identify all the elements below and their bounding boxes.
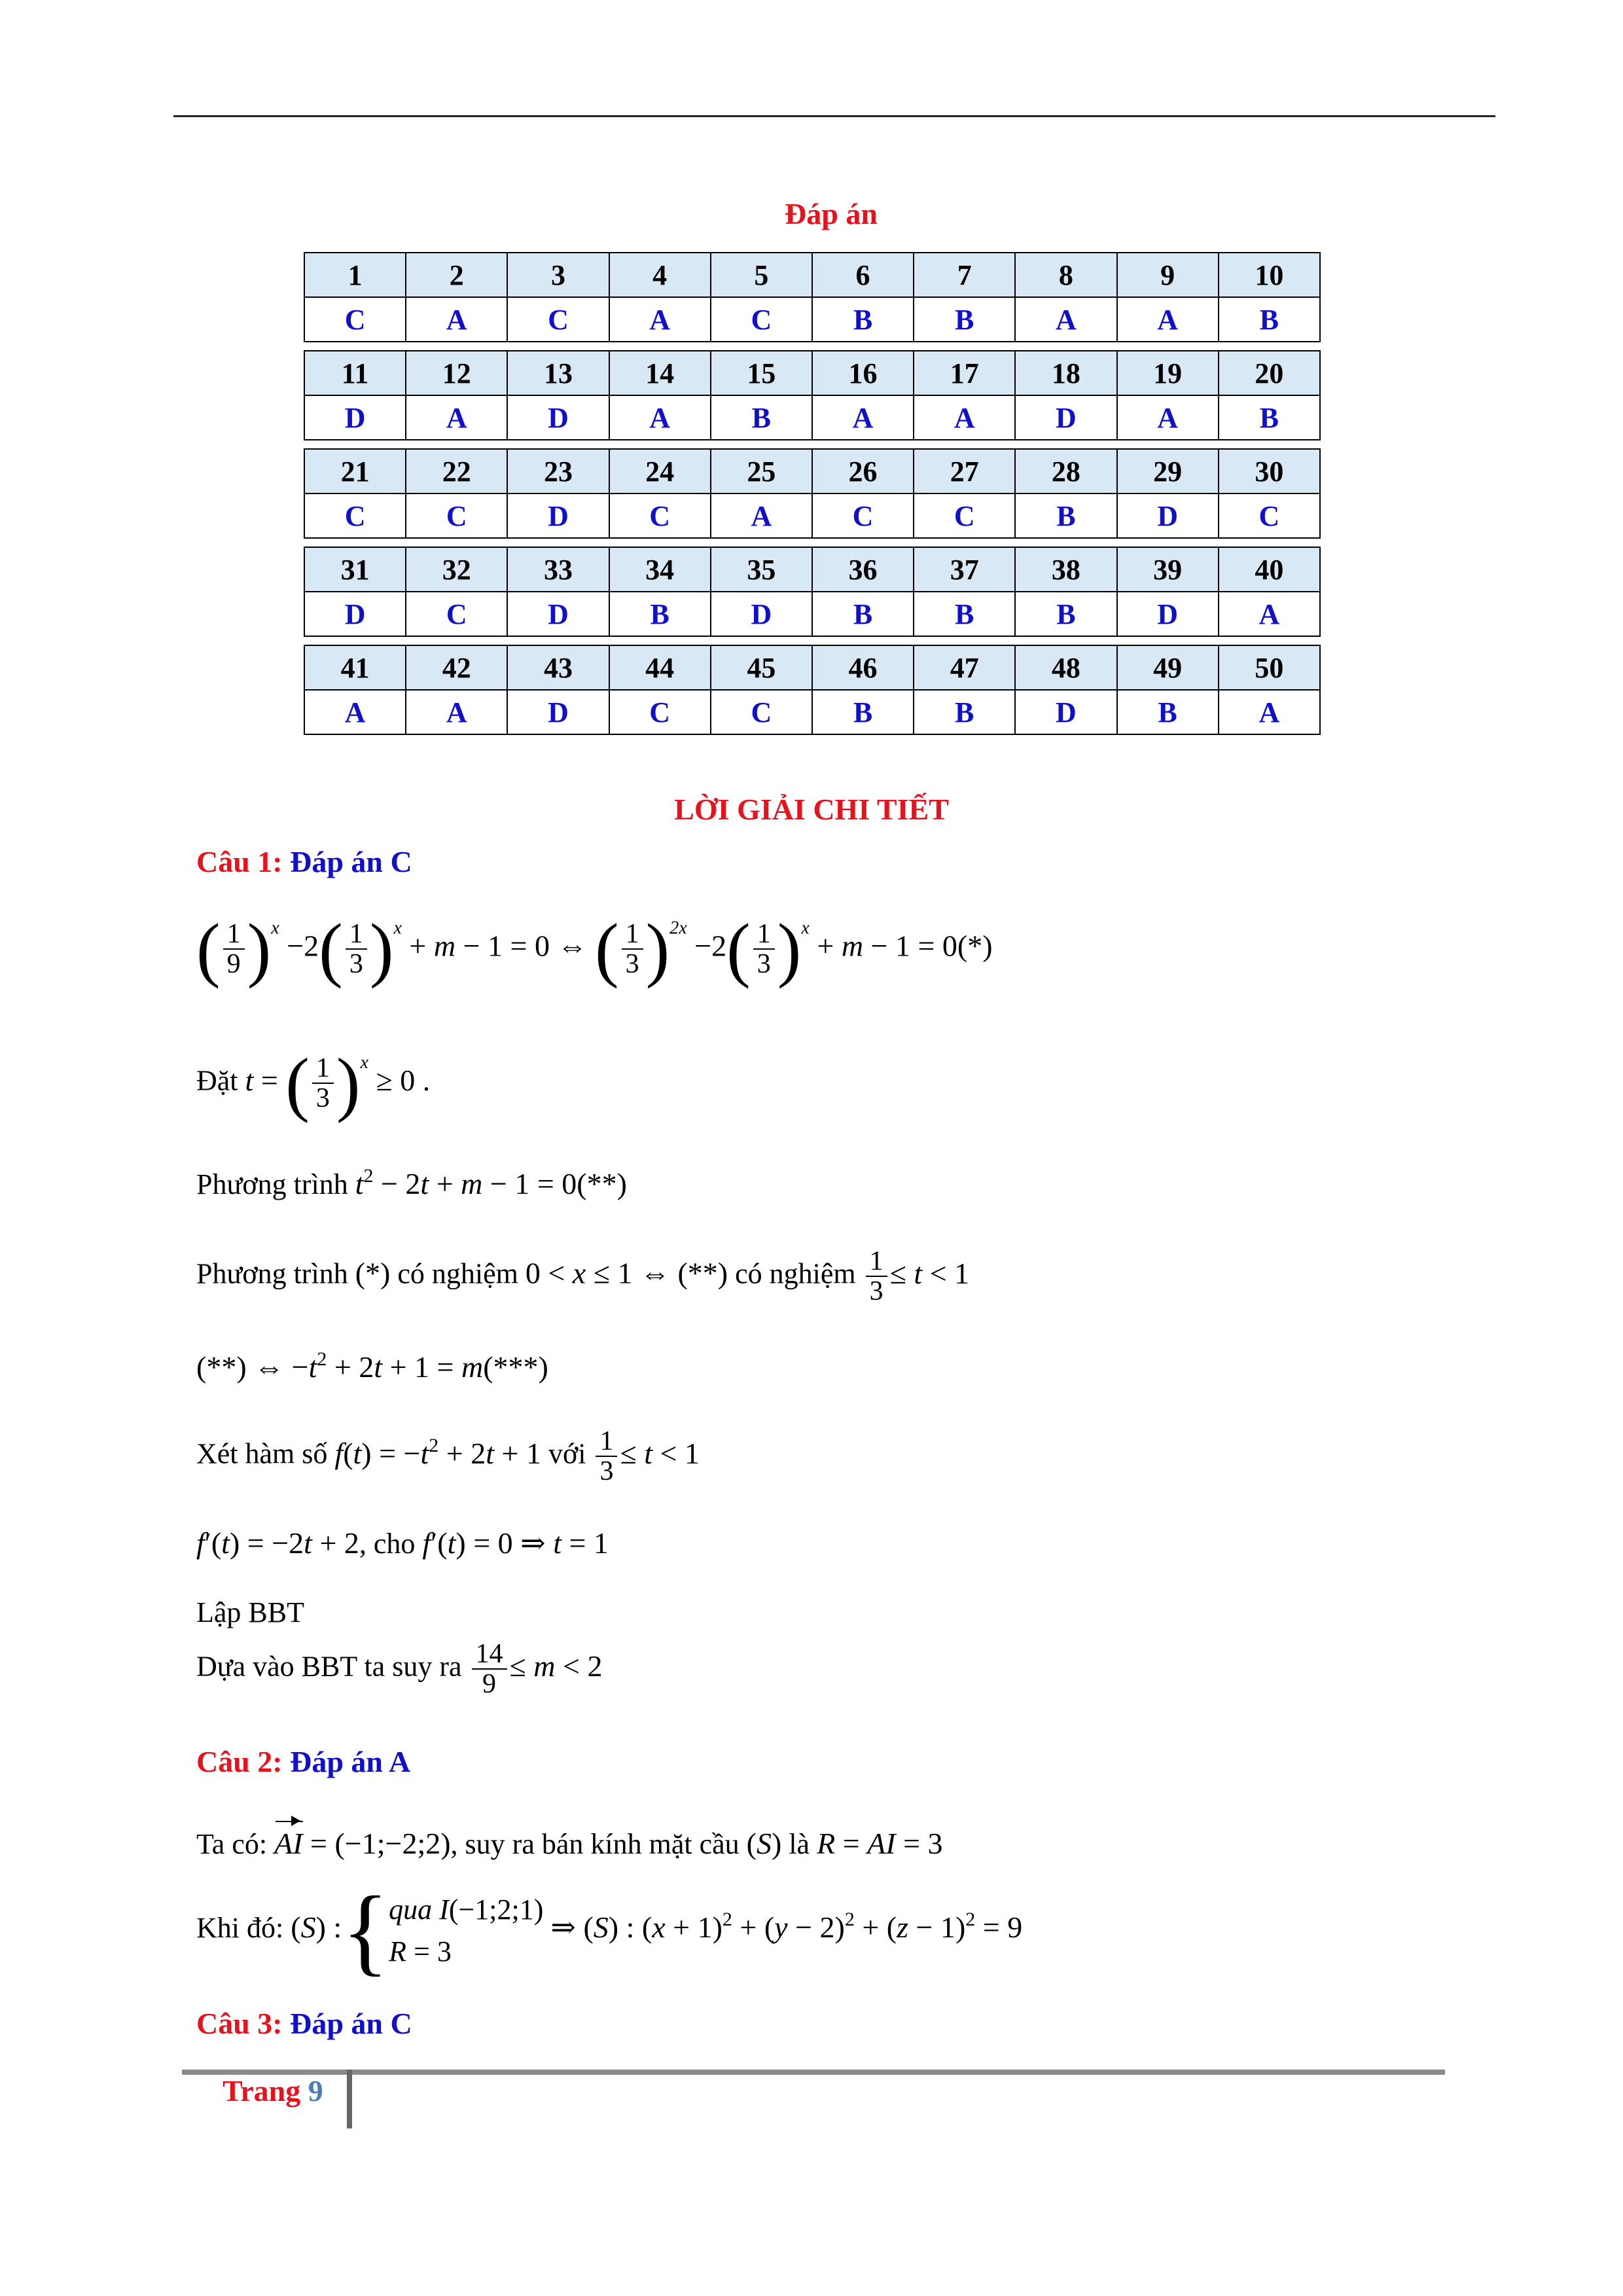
q1-equation-t: Phương trình $t^2 - 2t + m - 1 = 0(**)$ [196, 1165, 627, 1200]
question-number-cell: 7 [914, 253, 1015, 297]
answer-letter-cell: A [1219, 690, 1320, 734]
answer-letter-cell: B [914, 690, 1015, 734]
answer-letter-cell: B [1015, 493, 1116, 538]
q1-substitution: Đặt t = ( $\frac{1}{3}$ )$^x$ ≥ 0 . [196, 1043, 431, 1123]
answer-letter-cell: B [914, 592, 1015, 636]
question-3-heading [196, 2006, 412, 2041]
q1-equation-1: ( $\frac{1}{9}$ )$^x$ −2( $\frac{1}{3}$ )$^x$ + m − 1 = 0 ⇔ ( $\frac{1}{3}$ )$^{2x}$ −2( $\frac{1}{3}$ )$^x$ + m − 1 = 0(*) [196, 909, 993, 989]
question-number-cell: 3 [507, 253, 609, 297]
page-number-value: 9 [308, 2074, 323, 2108]
question-number-cell: 36 [812, 547, 914, 592]
question-number-cell: 33 [507, 547, 609, 592]
q1-dua-vao-text: Dựa vào BBT ta suy ra [196, 1650, 462, 1683]
answer-letter-cell: B [914, 297, 1015, 342]
q2-suy-ra-text: , suy ra bán kính mặt cầu [450, 1828, 740, 1860]
answer-letter-cell: A [1117, 297, 1219, 342]
question-number-cell: 24 [609, 449, 711, 493]
question-number-cell: 49 [1117, 645, 1219, 690]
question-number-cell: 5 [711, 253, 812, 297]
answer-letter-cell: D [1117, 592, 1219, 636]
question-number-cell: 12 [406, 351, 507, 395]
q1-co-nghiem-2: có nghiệm [735, 1257, 856, 1290]
answer-letter-cell: B [609, 592, 711, 636]
question-number-cell: 16 [812, 351, 914, 395]
answer-letter-cell: B [1117, 690, 1219, 734]
answer-letter-row [304, 592, 1320, 636]
answer-letter-cell: A [304, 690, 406, 734]
question-number-cell: 41 [304, 645, 406, 690]
question-1-heading [196, 844, 412, 879]
answer-table-4 [304, 547, 1321, 637]
footer-rule [182, 2070, 1445, 2075]
answer-letter-cell: D [507, 592, 609, 636]
q1-voi-text: với [548, 1437, 586, 1470]
question-number-cell: 23 [507, 449, 609, 493]
answer-letter-cell: B [1219, 395, 1320, 440]
answer-letter-cell: A [609, 395, 711, 440]
question-2-heading [196, 1744, 410, 1779]
question-number-row [304, 351, 1320, 395]
question-number-cell: 35 [711, 547, 812, 592]
question-number-cell: 1 [304, 253, 406, 297]
question-number-cell: 50 [1219, 645, 1320, 690]
question-number-cell: 2 [406, 253, 507, 297]
footer-bar [347, 2070, 352, 2128]
q2-sphere-line: Khi đó: (S) :{qua I(−1;2;1) R = 3 ⇒ (S) : $(x + 1)^2 + (y - 2)^2 + (z - 1)^2 = 9$ [196, 1876, 1023, 1985]
question-number-cell: 4 [609, 253, 711, 297]
answer-table-5 [304, 645, 1321, 735]
q1-condition: Phương trình (*) có nghiệm 0 < x ≤ 1 ⇔ (**) có nghiệm $\frac{1}{3}$ ≤ t < 1 [196, 1246, 970, 1307]
page-number [223, 2073, 323, 2108]
answer-letter-cell: B [1015, 592, 1116, 636]
answer-letter-cell: C [304, 297, 406, 342]
q2-ta-co-text: Ta có: [196, 1828, 268, 1860]
answer-letter-cell: A [406, 395, 507, 440]
question-number-cell: 34 [609, 547, 711, 592]
question-number-cell: 32 [406, 547, 507, 592]
question-number-row [304, 253, 1320, 297]
q2-la-text: là [789, 1828, 810, 1860]
question-number-cell: 31 [304, 547, 406, 592]
question-number-row [304, 449, 1320, 493]
answer-letter-cell: A [406, 297, 507, 342]
question-number-cell: 26 [812, 449, 914, 493]
q1-lap-bbt: Lập BBT [196, 1596, 304, 1628]
question-number-cell: 47 [914, 645, 1015, 690]
question-answer: Đáp án A [290, 1745, 411, 1778]
q1-pt-label: Phương trình [196, 1168, 348, 1200]
answer-letter-cell: D [304, 395, 406, 440]
question-number-cell: 45 [711, 645, 812, 690]
question-number-row [304, 547, 1320, 592]
answer-letter-cell: B [812, 297, 914, 342]
answer-letter-cell: C [711, 690, 812, 734]
answer-letter-cell: C [812, 493, 914, 538]
q1-dat-text: Đặt [196, 1064, 238, 1097]
question-number-cell: 46 [812, 645, 914, 690]
answer-letter-cell: C [304, 493, 406, 538]
question-number-cell: 25 [711, 449, 812, 493]
answer-letter-cell: A [609, 297, 711, 342]
question-number-cell: 37 [914, 547, 1015, 592]
answer-letter-cell: D [1117, 493, 1219, 538]
answer-letter-cell: B [812, 592, 914, 636]
question-number-cell: 30 [1219, 449, 1320, 493]
question-number-cell: 28 [1015, 449, 1116, 493]
answer-letter-cell: D [1015, 395, 1116, 440]
answer-letter-cell: A [406, 690, 507, 734]
question-number-cell: 11 [304, 351, 406, 395]
solution-title: LỜI GIẢI CHI TIẾT [674, 793, 949, 826]
question-number-row [304, 645, 1320, 690]
question-number-cell: 29 [1117, 449, 1219, 493]
question-number-cell: 39 [1117, 547, 1219, 592]
answer-letter-cell: C [914, 493, 1015, 538]
answer-table-1 [304, 252, 1321, 342]
question-number-cell: 8 [1015, 253, 1116, 297]
question-number-cell: 21 [304, 449, 406, 493]
q1-equation-m: (**) ⇔ $-t^2 + 2t + 1 = m(***)$ [196, 1348, 548, 1384]
q1-xet-text: Xét hàm số [196, 1437, 328, 1470]
question-number-cell: 42 [406, 645, 507, 690]
answer-letter-row [304, 395, 1320, 440]
answer-letter-row [304, 297, 1320, 342]
answer-key-title: Đáp án [785, 197, 878, 230]
question-label: Câu 3: [196, 2007, 283, 2040]
question-number-cell: 19 [1117, 351, 1219, 395]
answer-letter-cell: D [507, 690, 609, 734]
answer-letter-cell: A [812, 395, 914, 440]
question-number-cell: 44 [609, 645, 711, 690]
q2-khi-do-text: Khi đó: [196, 1912, 284, 1945]
answer-letter-cell: D [304, 592, 406, 636]
answer-letter-cell: B [812, 690, 914, 734]
answer-letter-cell: A [1219, 592, 1320, 636]
answer-letter-cell: D [1015, 690, 1116, 734]
question-number-cell: 10 [1219, 253, 1320, 297]
question-number-cell: 18 [1015, 351, 1116, 395]
answer-letter-cell: A [1117, 395, 1219, 440]
question-answer: Đáp án C [290, 845, 412, 878]
question-answer: Đáp án C [290, 2007, 412, 2040]
question-number-cell: 6 [812, 253, 914, 297]
answer-letter-cell: B [1219, 297, 1320, 342]
q1-co-nghiem: có nghiệm [397, 1257, 518, 1290]
answer-letter-cell: A [711, 493, 812, 538]
answer-letter-cell: D [507, 395, 609, 440]
question-number-cell: 40 [1219, 547, 1320, 592]
page-label-text: Trang [223, 2074, 301, 2108]
top-rule [173, 115, 1495, 117]
answer-letter-cell: C [406, 592, 507, 636]
question-number-cell: 22 [406, 449, 507, 493]
q1-pt2-label: Phương trình [196, 1257, 348, 1290]
answer-letter-row [304, 690, 1320, 734]
question-number-cell: 48 [1015, 645, 1116, 690]
question-number-cell: 17 [914, 351, 1015, 395]
question-number-cell: 43 [507, 645, 609, 690]
q1-function: Xét hàm số $f(t) = -t^2 + 2t + 1$ với $\frac{1}{3}$ ≤ t < 1 [196, 1426, 700, 1487]
q2-vector-line: Ta có: AI = (−1;−2;2), suy ra bán kính mặt cầu (S) là R = AI = 3 [196, 1827, 943, 1860]
question-number-cell: 38 [1015, 547, 1116, 592]
answer-letter-cell: C [711, 297, 812, 342]
question-number-cell: 15 [711, 351, 812, 395]
answer-letter-cell: A [1015, 297, 1116, 342]
answer-letter-row [304, 493, 1320, 538]
answer-table-2 [304, 350, 1321, 440]
answer-letter-cell: D [507, 493, 609, 538]
answer-letter-cell: C [609, 690, 711, 734]
answer-letter-cell: C [1219, 493, 1320, 538]
question-label: Câu 2: [196, 1745, 283, 1778]
answer-letter-cell: D [711, 592, 812, 636]
question-number-cell: 9 [1117, 253, 1219, 297]
question-number-cell: 20 [1219, 351, 1320, 395]
q1-conclusion: Dựa vào BBT ta suy ra $\frac{14}{9}$ ≤ m < 2 [196, 1639, 603, 1700]
answer-letter-cell: C [507, 297, 609, 342]
answer-letter-cell: C [609, 493, 711, 538]
answer-letter-cell: C [406, 493, 507, 538]
question-number-cell: 13 [507, 351, 609, 395]
q1-cho-text: , cho [359, 1528, 416, 1560]
answer-letter-cell: A [914, 395, 1015, 440]
answer-letter-cell: B [711, 395, 812, 440]
question-number-cell: 14 [609, 351, 711, 395]
q1-derivative: f′(t) = −2t + 2, cho f′(t) = 0 ⇒ t = 1 [196, 1526, 609, 1560]
answer-table-3 [304, 448, 1321, 539]
question-number-cell: 27 [914, 449, 1015, 493]
question-label: Câu 1: [196, 845, 283, 878]
